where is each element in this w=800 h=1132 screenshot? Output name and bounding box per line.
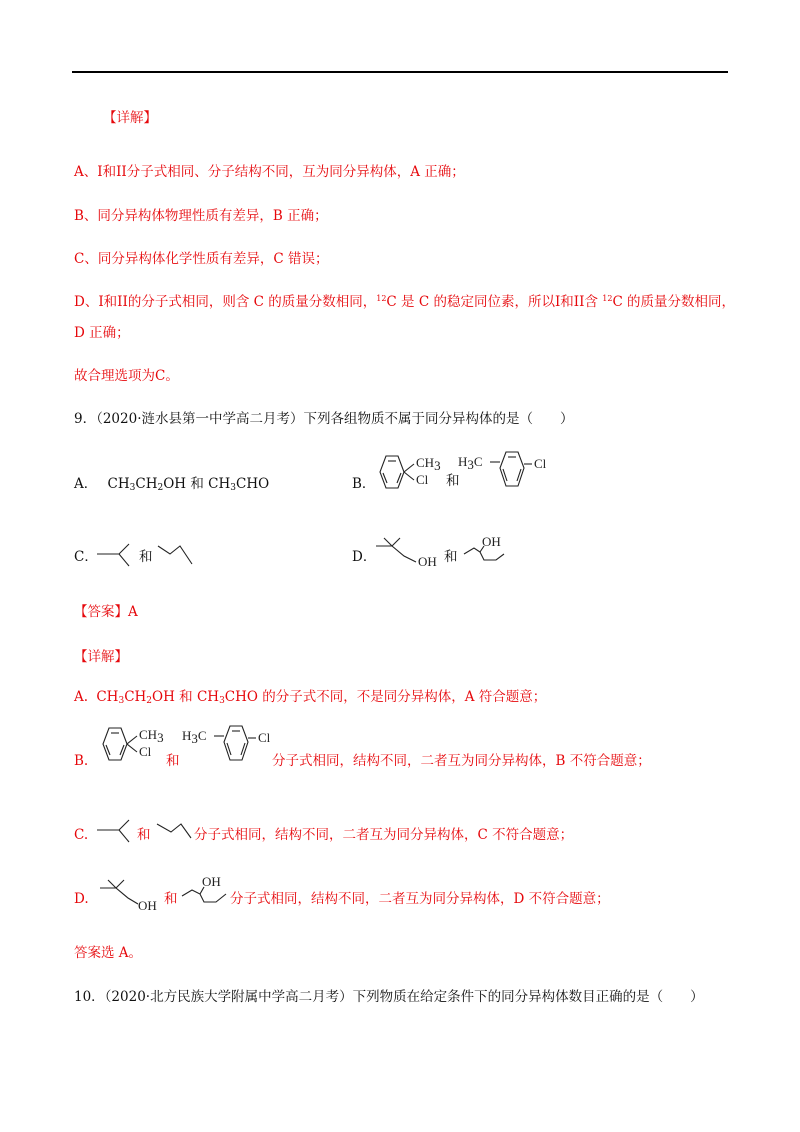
oh-label: OH [202, 874, 221, 889]
molecule-isobutane [95, 816, 139, 846]
molecule-butane [155, 814, 195, 844]
conclusion-2: 答案选 A。 [74, 945, 143, 961]
explanation2-d-text: 分子式相同，结构不同，二者互为同分异构体，D 不符合题意； [230, 891, 610, 907]
bond [116, 880, 124, 888]
q9-option-c-label: C． [74, 549, 98, 565]
cl-label: Cl [139, 744, 152, 759]
formula-sub: 2 [157, 483, 164, 493]
cl-label: Cl [534, 456, 547, 471]
explanation2-c-text: 分子式相同，结构不同，二者互为同分异构体，C 不符合题意； [194, 827, 574, 843]
bond [127, 736, 137, 744]
he-connector: 和 [164, 891, 178, 907]
explanation-d-line2: D 正确； [74, 325, 130, 341]
formula-sub: 3 [129, 483, 136, 493]
he-connector: 和 [139, 549, 153, 565]
molecule-pentanol [462, 530, 522, 570]
molecule-ortho-chlorotoluene [95, 724, 165, 768]
bond [108, 880, 116, 888]
formula-part: CH [107, 476, 130, 492]
molecule-butane [156, 540, 196, 570]
bond [119, 554, 129, 566]
formula-sub: 2 [146, 696, 153, 706]
explanation2-c-label: C. [74, 827, 89, 843]
carbon-chain [97, 544, 129, 554]
bond [404, 464, 414, 472]
exp-d-part1: D、I和II的分子式相同，则含 C 的质量分数相同， [74, 294, 377, 310]
explanation-a: A、I和II分子式相同、分子结构不同，互为同分异构体，A 正确； [74, 164, 465, 180]
h3c-label: H3C [182, 728, 207, 746]
answer: 【答案】A [74, 604, 138, 620]
carbon-chain [157, 824, 191, 838]
isotope-superscript: 12 [602, 294, 613, 303]
formula-part: CH [135, 476, 158, 492]
formula-sub: 3 [118, 696, 125, 706]
bond [119, 830, 129, 842]
question-10-stem: 10．（2020·北方民族大学附属中学高二月考）下列物质在给定条件下的同分异构体数目正确的是（ ） [74, 989, 704, 1005]
explanation-d-line1 [74, 293, 735, 311]
section-heading-xiangjie: 【详解】 [103, 110, 157, 126]
explanation-b: B、同分异构体物理性质有差异，B 正确； [74, 208, 328, 224]
bond [127, 744, 137, 752]
carbon-chain [100, 888, 138, 904]
molecule-tertiary-pentanol-isomer [374, 534, 446, 574]
formula-part: CH [96, 689, 119, 705]
section-heading-xiangjie: 【详解】 [74, 649, 128, 665]
formula-part: OH 和 CH [152, 689, 220, 705]
header-rule [72, 71, 728, 73]
molecule-isobutane [95, 540, 139, 570]
explanation2-b-text: 分子式相同，结构不同，二者互为同分异构体，B 不符合题意； [272, 753, 651, 769]
exp-d-part3: C 的质量分数相同， [612, 294, 736, 310]
cl-label: Cl [258, 730, 271, 745]
q9-option-b-label: B． [352, 476, 376, 492]
ch3-label: CH3 [139, 727, 164, 745]
molecule-ortho-chlorotoluene [372, 452, 442, 496]
formula-part: CHO [236, 476, 270, 492]
explanation2-d-label: D. [74, 891, 89, 907]
formula-part: CHO 的分子式不同，不是同分异构体，A 符合题意； [224, 689, 547, 705]
bond [392, 538, 400, 546]
formula-sub: 3 [219, 696, 225, 706]
option-label: A． [74, 476, 98, 492]
carbon-chain [158, 546, 192, 564]
bond [404, 472, 414, 480]
cl-label: Cl [416, 472, 429, 487]
ch3-label: CH3 [416, 455, 441, 473]
molecule-para-chlorotoluene [458, 448, 558, 496]
isotope-superscript: 12 [376, 294, 387, 303]
molecule-tertiary-pentanol-isomer [98, 876, 166, 918]
carbon-chain [182, 890, 226, 902]
he-connector: 和 [137, 827, 151, 843]
oh-label: OH [138, 898, 157, 913]
conclusion-1: 故合理选项为C。 [74, 368, 179, 384]
oh-label: OH [418, 554, 437, 569]
formula-sub: 3 [230, 483, 236, 493]
h3c-label: H3C [458, 454, 483, 472]
option-label: A. [74, 689, 89, 705]
explanation2-b-label: B. [74, 753, 89, 769]
carbon-chain [97, 820, 129, 830]
formula-part: OH 和 CH [163, 476, 231, 492]
molecule-para-chlorotoluene [182, 722, 282, 770]
carbon-chain [376, 546, 416, 562]
he-connector: 和 [166, 753, 180, 769]
exp-d-part2: C 是 C 的稳定同位素，所以I和II含 [386, 294, 603, 310]
question-9-stem: 9．（2020·涟水县第一中学高二月考）下列各组物质不属于同分异构体的是（ ） [74, 411, 574, 427]
q9-option-a [74, 475, 269, 493]
q9-option-d-label: D． [352, 549, 377, 565]
explanation2-a [74, 688, 546, 706]
oh-label: OH [482, 534, 501, 549]
carbon-chain [464, 548, 504, 560]
bond [384, 538, 392, 546]
he-connector: 和 [444, 549, 458, 565]
formula-part: CH [124, 689, 147, 705]
he-connector: 和 [446, 473, 460, 489]
explanation-c: C、同分异构体化学性质有差异，C 错误； [74, 251, 329, 267]
